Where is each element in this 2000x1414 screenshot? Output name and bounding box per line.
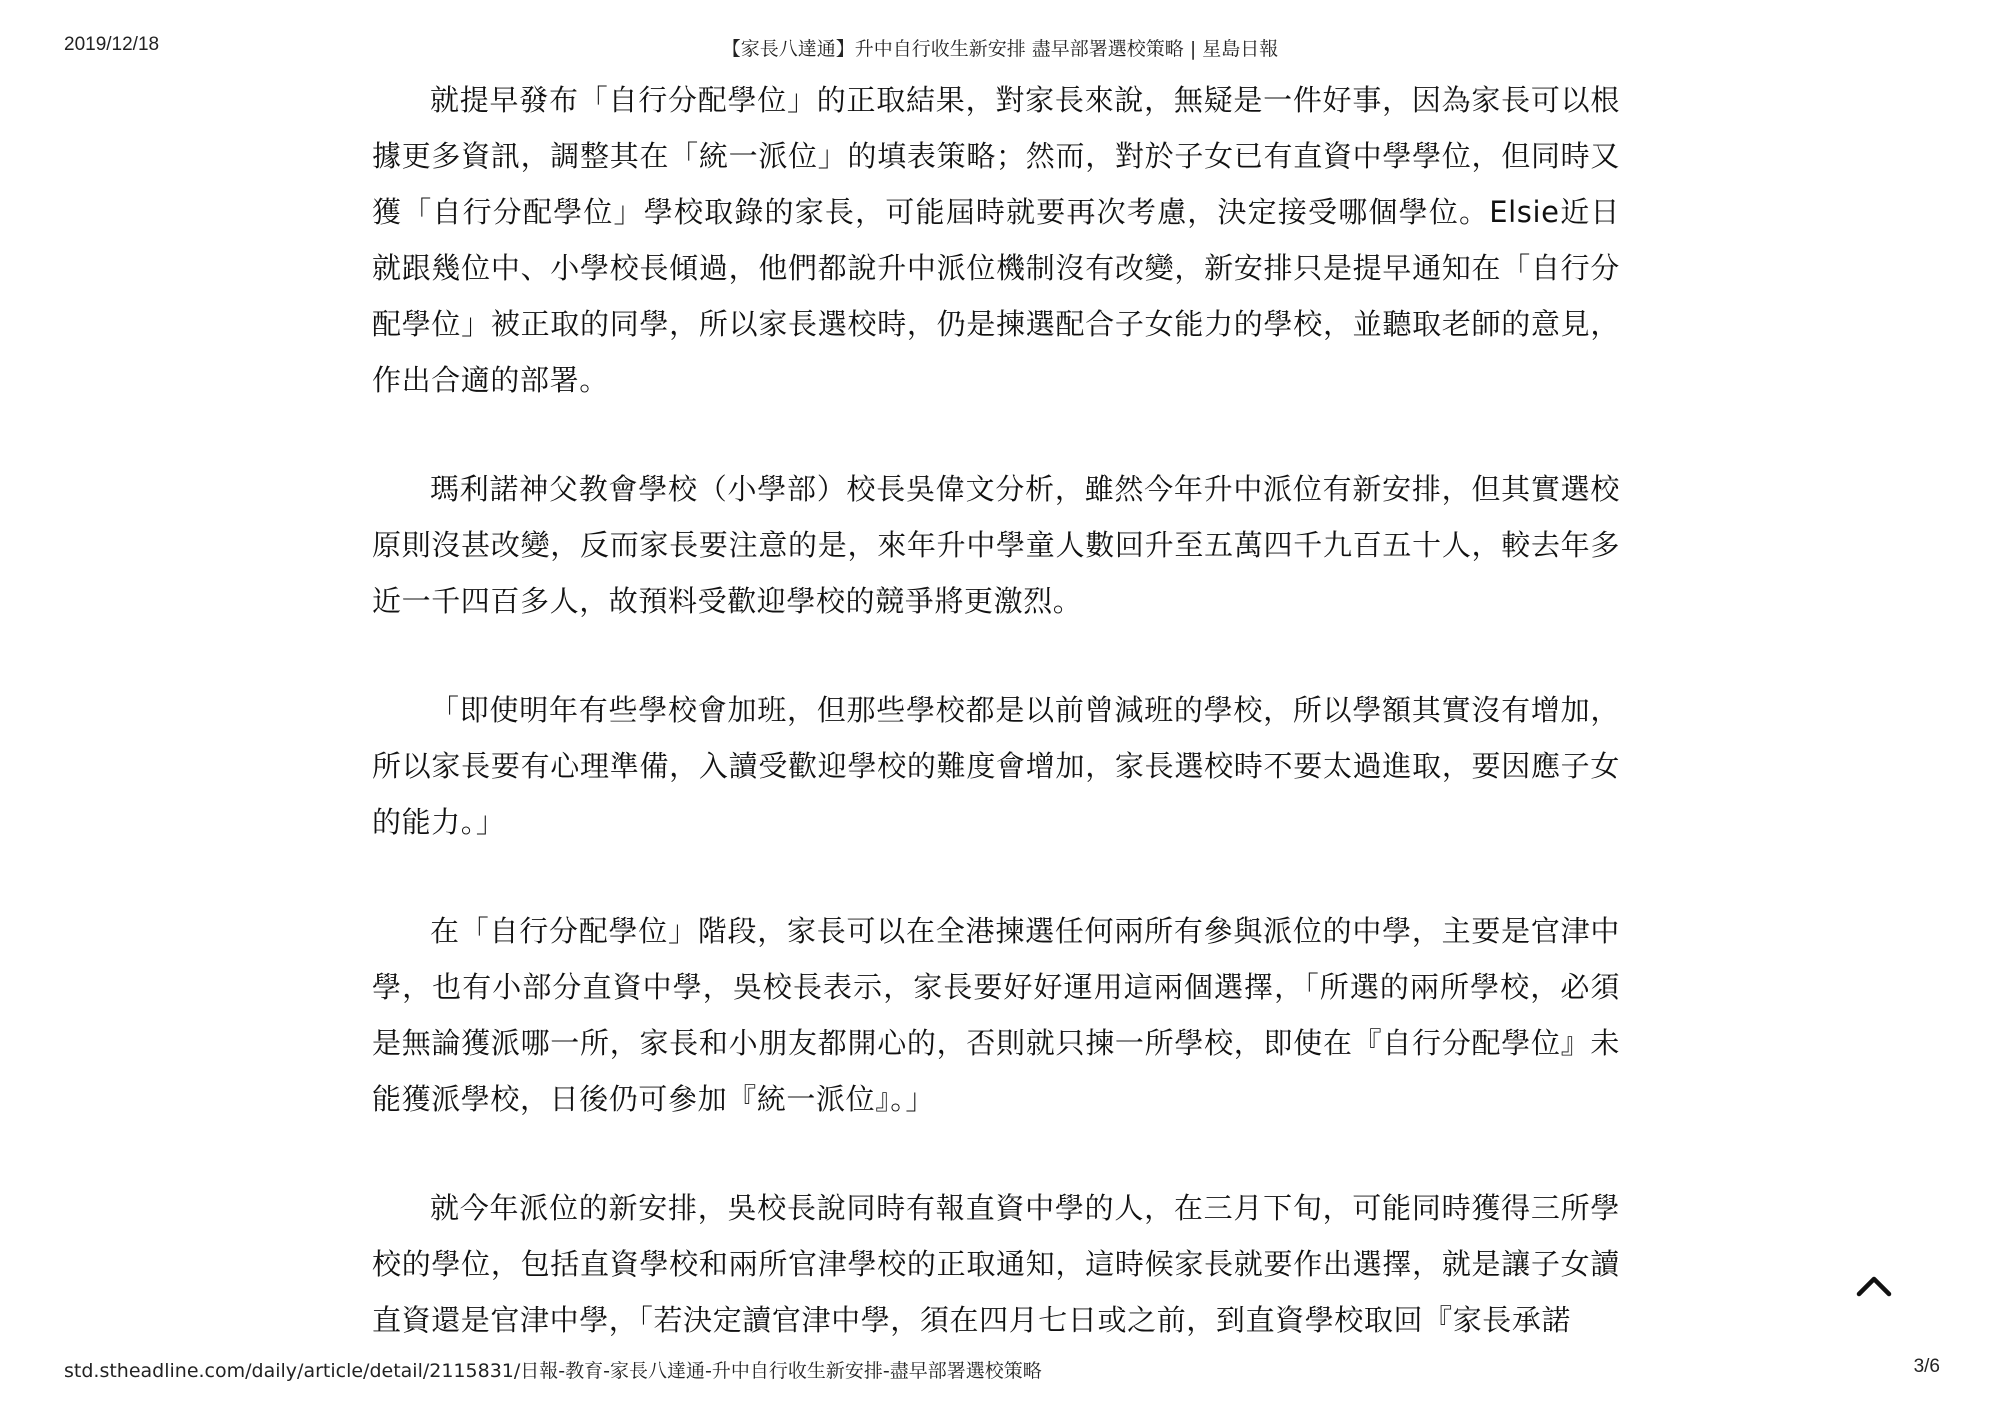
article-paragraph: 就今年派位的新安排，吳校長說同時有報直資中學的人，在三月下旬，可能同時獲得三所學校的學位，包括直資學校和兩所官津學校的正取通知，這時候家長就要作出選擇，就是讓子女讀直資還是官津中學，「若決定讀官津中學，須在四月七日或之前，到直資學校取回『家長承諾 <box>372 1191 1620 1337</box>
page-number: 3/6 <box>1913 1356 1940 1377</box>
article-paragraph: 「即使明年有些學校會加班，但那些學校都是以前曾減班的學校，所以學額其實沒有增加，所以家長要有心理準備，入讀受歡迎學校的難度會增加，家長選校時不要太過進取，要因應子女的能力。」 <box>372 693 1620 839</box>
print-date: 2019/12/18 <box>64 34 160 55</box>
article-body <box>372 72 1620 1401</box>
article-paragraph: 在「自行分配學位」階段，家長可以在全港揀選任何兩所有參與派位的中學，主要是官津中學，也有小部分直資中學，吳校長表示，家長要好好運用這兩個選擇，「所選的兩所學校，必須是無論獲派哪一所，家長和小朋友都開心的，否則就只揀一所學校，即使在『自行分配學位』未能獲派學校，日後仍可參加『統一派位』。」 <box>372 914 1620 1116</box>
chevron-up-icon <box>1854 1268 1894 1302</box>
article-paragraph: 就提早發布「自行分配學位」的正取結果，對家長來說，無疑是一件好事，因為家長可以根據更多資訊，調整其在「統一派位」的填表策略；然而，對於子女已有直資中學學位，但同時又獲「自行分配學位」學校取錄的家長，可能屆時就要再次考慮，決定接受哪個學位。Elsie近日就跟幾位中、小學校長傾過，他們都說升中派位機制沒有改變，新安排只是提早通知在「自行分配學位」被正取的同學，所以家長選校時，仍是揀選配合子女能力的學校，並聽取老師的意見，作出合適的部署。 <box>372 83 1620 397</box>
scroll-to-top-button[interactable] <box>1854 1268 1894 1302</box>
print-footer-url: std.stheadline.com/daily/article/detail/2115831/日報-教育-家長八達通-升中自行收生新安排-盡早部署選校策略 <box>64 1360 1042 1382</box>
print-page-title: 【家長八達通】升中自行收生新安排 盡早部署選校策略 | 星島日報 <box>721 38 1279 60</box>
article-paragraph: 瑪利諾神父教會學校（小學部）校長吳偉文分析，雖然今年升中派位有新安排，但其實選校原則沒甚改變，反而家長要注意的是，來年升中學童人數回升至五萬四千九百五十人，較去年多近一千四百多人，故預料受歡迎學校的競爭將更激烈。 <box>372 472 1620 618</box>
